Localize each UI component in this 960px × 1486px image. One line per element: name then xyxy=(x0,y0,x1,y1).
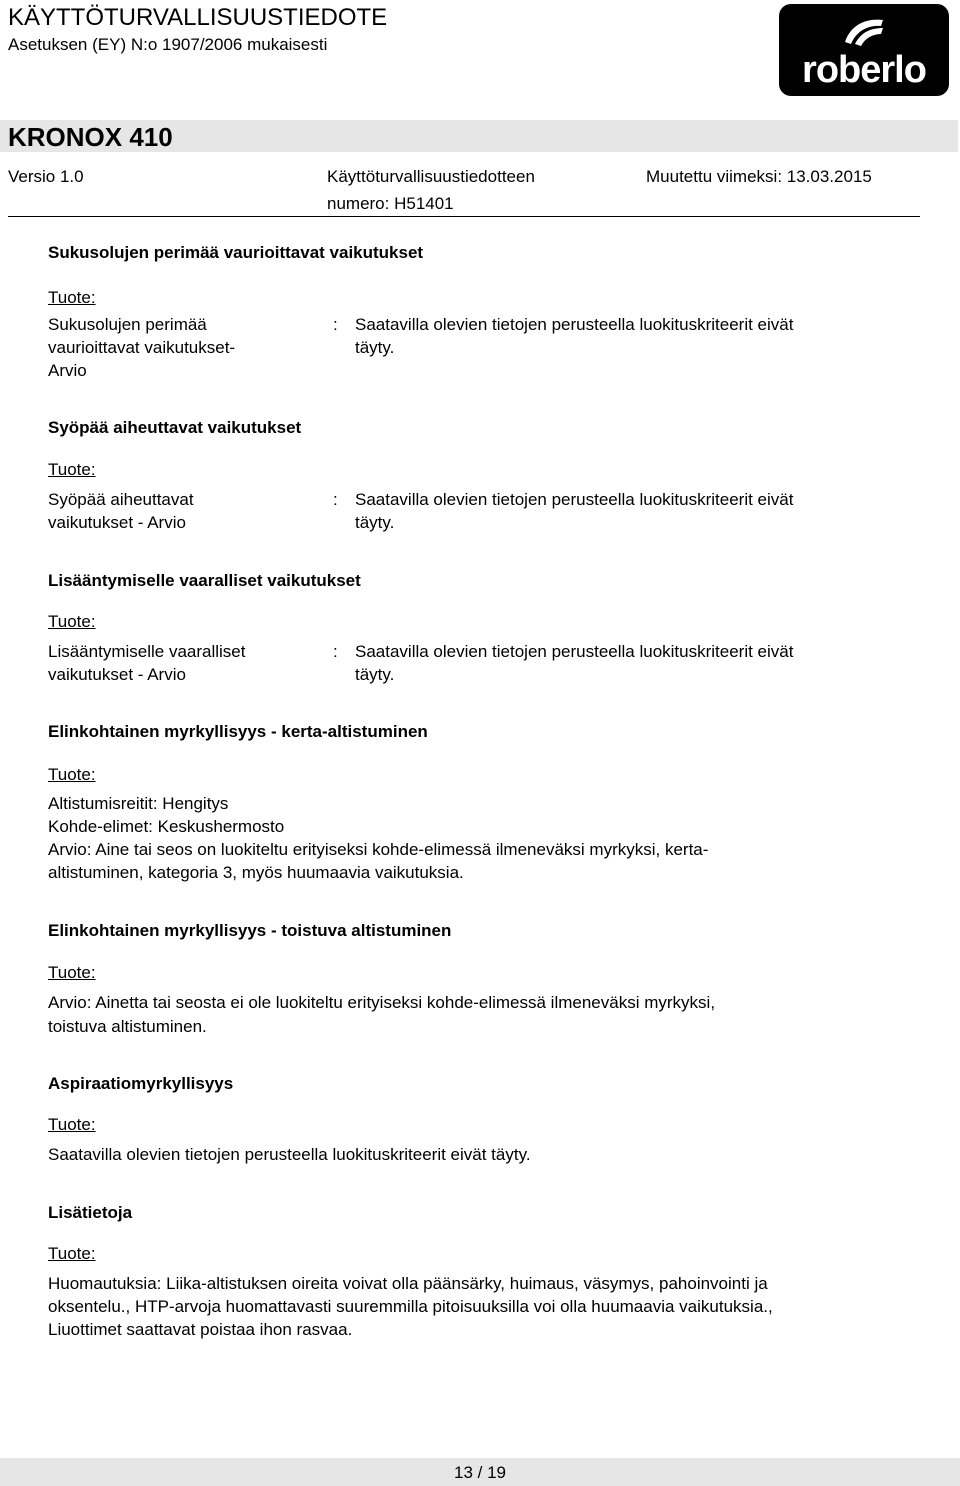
section-heading-stot-repeated: Elinkohtainen myrkyllisyys - toistuva altistuminen xyxy=(48,921,452,940)
section-heading-stot-single: Elinkohtainen myrkyllisyys - kerta-altistuminen xyxy=(48,722,428,741)
carcinogenicity-value: Saatavilla olevien tietojen perusteella luokituskriteerit eivät täyty. xyxy=(355,490,794,532)
section-heading-additional: Lisätietoja xyxy=(48,1203,133,1222)
sds-number: numero: H51401 xyxy=(327,194,454,213)
sds-number-label: Käyttöturvallisuustiedotteen xyxy=(327,167,535,186)
product-label: Tuote: xyxy=(48,612,96,631)
germ-cell-value: Saatavilla olevien tietojen perusteella luokituskriteerit eivät täyty. xyxy=(355,315,794,357)
section-heading-reproductive: Lisääntymiselle vaaralliset vaikutukset xyxy=(48,571,361,590)
product-label: Tuote: xyxy=(48,765,96,784)
reproductive-label: Lisääntymiselle vaaralliset vaikutukset - Arvio xyxy=(48,642,246,684)
document-subtitle: Asetuksen (EY) N:o 1907/2006 mukaisesti xyxy=(8,35,328,54)
product-label: Tuote: xyxy=(48,963,96,982)
roberlo-logo xyxy=(779,4,949,96)
footer-bar xyxy=(0,1458,960,1486)
product-band xyxy=(0,120,958,152)
colon-separator: : xyxy=(333,490,338,509)
additional-text: Huomautuksia: Liika-altistuksen oireita voivat olla päänsärky, huimaus, väsymys, pahoinvointi ja oksentelu., HTP-arvoja huomattavasti suuremmilla pitoisuuksilla voi olla huumaavia vaikutuksia., Liuottimet saattavat poistaa ihon rasvaa. xyxy=(48,1274,773,1339)
logo-mark-icon xyxy=(841,14,887,48)
document-title: KÄYTTÖTURVALLISUUSTIEDOTE xyxy=(8,4,388,31)
germ-cell-label: Sukusolujen perimää vaurioittavat vaikutukset- Arvio xyxy=(48,315,236,380)
header-divider xyxy=(8,216,920,217)
colon-separator: : xyxy=(333,315,338,334)
page-number: 13 / 19 xyxy=(454,1463,506,1482)
stot-repeated-text: Arvio: Ainetta tai seosta ei ole luokiteltu erityiseksi kohde-elimessä ilmeneväksi myrkyksi, toistuva altistuminen. xyxy=(48,993,716,1036)
product-label: Tuote: xyxy=(48,1115,96,1134)
product-label: Tuote: xyxy=(48,460,96,479)
section-heading-carcinogenicity: Syöpää aiheuttavat vaikutukset xyxy=(48,418,302,437)
product-label: Tuote: xyxy=(48,1244,96,1263)
carcinogenicity-label: Syöpää aiheuttavat vaikutukset - Arvio xyxy=(48,490,194,532)
section-heading-germ-cell: Sukusolujen perimää vaurioittavat vaikutukset xyxy=(48,243,424,262)
stot-single-text: Altistumisreitit: Hengitys Kohde-elimet: Keskushermosto Arvio: Aine tai seos on luokiteltu erityiseksi kohde-elimessä ilmeneväksi myrkyksi, kerta- altistuminen, kategoria 3, myös huumaavia vaikutuksia. xyxy=(48,794,709,882)
product-label: Tuote: xyxy=(48,288,96,307)
logo-text: roberlo xyxy=(802,49,926,91)
product-name: KRONOX 410 xyxy=(8,122,173,152)
section-heading-aspiration: Aspiraatiomyrkyllisyys xyxy=(48,1074,234,1093)
colon-separator: : xyxy=(333,642,338,661)
last-modified-label: Muutettu viimeksi: 13.03.2015 xyxy=(646,167,872,186)
version-label: Versio 1.0 xyxy=(8,167,84,186)
reproductive-value: Saatavilla olevien tietojen perusteella luokituskriteerit eivät täyty. xyxy=(355,642,794,684)
aspiration-text: Saatavilla olevien tietojen perusteella luokituskriteerit eivät täyty. xyxy=(48,1145,531,1164)
